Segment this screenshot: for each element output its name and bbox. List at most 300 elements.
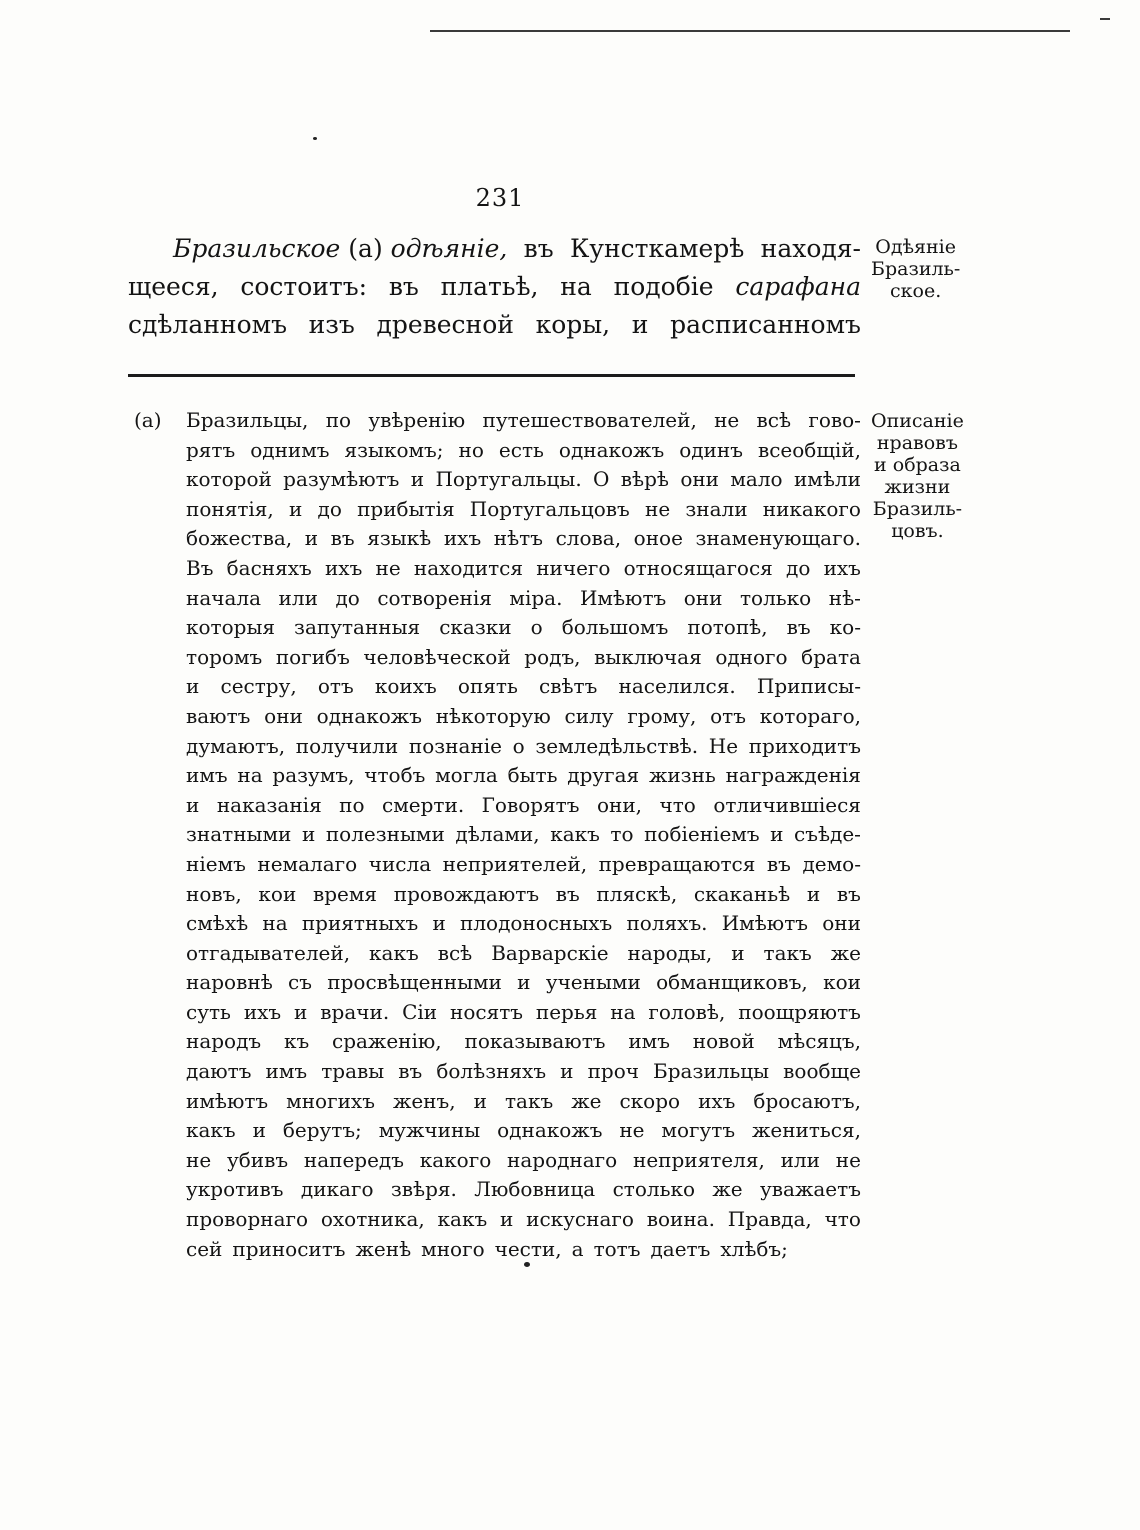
page-number: 231 [475,184,525,212]
footnote-word: кои [823,970,861,995]
footnote-word: о [530,615,543,640]
footnote-word: они, [596,792,643,817]
footnote-word: же [830,940,861,965]
footnote-word: звѣря. [390,1177,457,1202]
main-text-word: состоитъ: [240,272,368,301]
footnote-word: и [294,999,308,1024]
footnote-word: показываютъ [464,1029,606,1054]
footnote-word: до [786,555,811,580]
footnote-word: на [237,763,263,788]
footnote-word: народъ [186,1029,262,1054]
footnote-word: разумѣютъ [283,467,400,492]
footnote-word: и [499,1207,514,1232]
footnote-line [186,643,861,673]
margin-note-customs [871,410,964,542]
footnote-word: побіеніемъ [644,822,760,847]
footnote-word: грому, [627,703,697,728]
footnote-word: имъ [265,1059,308,1084]
footnote-word: ваютъ [186,703,251,728]
footnote-word: о [512,733,525,758]
ink-speck [313,137,317,140]
footnote-separator-rule [128,374,855,377]
footnote-word: запутанныя [294,615,421,640]
footnote-word: ихъ [443,526,482,551]
footnote-word: знали [685,496,748,521]
footnote-line [186,554,861,584]
footnote-word: дѣлами, [455,822,540,847]
footnote-word: и [473,1088,487,1113]
footnote-word: Правда, [727,1207,812,1232]
footnote-line [186,672,861,702]
footnote-word: и [731,940,745,965]
footnote-word: силу [564,703,614,728]
footnote-word: выключая [594,644,702,669]
footnote-word: они [822,911,861,936]
footnote-word: Португальцовъ [469,496,630,521]
footnote-word: новой [692,1029,755,1054]
footnote-word: не [714,408,740,432]
footnote-word: познаніе [408,733,502,758]
footnote-word: до [335,585,360,610]
footnote-word: просвѣщенными [327,970,502,995]
footnote-word: не [375,555,401,580]
footnote-word: однимъ [250,437,330,462]
footnote-word: до [317,496,342,521]
footnote-word: отъ [317,674,354,699]
footnote-word: Имѣютъ [721,911,808,936]
footnote-word: ихъ [324,555,363,580]
footnote-line [186,998,861,1028]
footnote-word: земледѣльствѣ. [535,733,699,758]
footnote-word: превращаются [598,851,756,876]
top-edge-tick [1100,18,1110,20]
footnote-word: немалаго [257,851,358,876]
main-text-word: сдѣланномъ [128,310,287,339]
footnote-word: поляхъ. [626,911,708,936]
main-text-word: платьѣ, [440,272,539,301]
footnote-word: демо- [802,851,861,876]
footnote-word: какъ [437,1207,488,1232]
footnote-word: къ [283,1029,310,1054]
footnote-word: гово- [808,408,861,432]
footnote-word: коихъ [374,674,437,699]
footnote-word: провождаютъ [393,881,540,906]
footnote-word: проч [587,1059,639,1084]
footnote-line [186,1087,861,1117]
footnote-word: сраженію, [332,1029,442,1054]
footnote-word: оное [633,526,683,551]
footnote-word: разумъ, [272,763,355,788]
footnote-word: не [619,1118,645,1143]
footnote-word: какъ [186,1118,236,1143]
footnote-line [186,1235,861,1265]
footnote-word: жениться, [751,1118,861,1143]
footnote-word: они [683,585,723,610]
footnote-word: языкѣ [367,526,432,551]
footnote-word: Сіи [402,999,438,1024]
footnote-word: женъ, [392,1088,456,1113]
footnote-word: воина. [646,1207,715,1232]
main-text-word [173,230,507,268]
footnote-word: есть [498,437,544,462]
footnote-word: по [339,792,365,817]
footnote-word: и [288,496,303,521]
margin-note-line: Бразиль- [871,258,961,280]
footnote-word: находится [413,555,523,580]
footnote-word: или [780,1147,820,1172]
footnote-word: знаменующаго. [695,526,861,551]
footnote-word: свѣтъ [539,674,598,699]
footnote-line [186,1146,861,1176]
footnote-word: вообще [783,1059,861,1084]
footnote-word: потопѣ, [687,615,768,640]
footnote-word: скоро [619,1088,681,1113]
footnote-word: но [458,437,484,462]
footnote-word: и [304,526,319,551]
main-text-word: коры, [535,310,611,339]
footnote-word: же [712,1177,743,1202]
footnote [134,406,861,1264]
footnote-word: народы, [627,940,713,965]
footnote-word: торомъ [186,644,263,669]
main-paragraph [128,230,861,344]
footnote-line [186,1057,861,1087]
main-text-word: сарафана [735,272,861,301]
footnote-line [186,761,861,791]
footnote-body [186,406,861,1264]
footnote-word: какого [419,1147,492,1172]
footnote-word: знатными [186,822,292,847]
main-text-word: изъ [308,310,355,339]
footnote-word: смѣхѣ [186,911,249,936]
main-text-word: подобіе [613,272,714,301]
footnote-word: рятъ [186,437,236,462]
footnote-word: начала [186,585,262,610]
footnote-word: и [186,792,200,817]
footnote-word: суть [186,999,231,1024]
footnote-word: сей [186,1236,223,1261]
footnote-word: обманщиковъ, [656,970,808,995]
footnote-word: на [262,911,288,936]
footnote-line [186,495,861,525]
footnote-word: сотворенія [377,585,492,610]
footnote-word: всѣ [756,408,792,432]
footnote-word: даетъ [650,1236,711,1261]
footnote-word: время [312,881,378,906]
footnote-word: родъ, [524,644,581,669]
footnote-word: ніемъ [186,851,246,876]
footnote-word: такъ [763,940,812,965]
footnote-word: О [593,467,610,492]
footnote-word: числа [368,851,432,876]
footnote-word: Любовница [474,1177,596,1202]
footnote-word: вѣрѣ [620,467,669,492]
footnote-word: прибытія [357,496,455,521]
footnote-line [186,702,861,732]
footnote-word: всѣ [437,940,473,965]
footnote-word: не [835,1147,861,1172]
footnote-word: что [824,1207,861,1232]
footnote-word: и [770,822,784,847]
footnote-word: чтобъ [364,763,426,788]
footnote-word: же [571,1088,602,1113]
margin-note-line: Одѣяніе [875,236,957,258]
footnote-word: плодоносныхъ [460,911,613,936]
footnote-word: какъ [550,822,600,847]
footnote-word: хлѣбъ; [720,1236,788,1261]
main-text-line [128,268,861,306]
margin-note-clothing [871,236,960,302]
margin-note-line: ское. [890,280,942,302]
footnote-word: поощряютъ [738,999,861,1024]
footnote-line [186,820,861,850]
footnote-word: отличившіеся [713,792,861,817]
footnote-word: приноситъ [232,1236,346,1261]
footnote-word: награжденія [725,763,861,788]
margin-note-line: Бразиль- [872,498,963,520]
footnote-word: смерти. [382,792,465,817]
footnote-word: что [659,792,696,817]
footnote-word: Бразильцы [653,1059,770,1084]
footnote-word: ихъ [243,999,282,1024]
footnote-word: слова, [555,526,622,551]
footnote-word: которыя [186,615,275,640]
footnote-line [186,1116,861,1146]
footnote-word: большомъ [561,615,669,640]
footnote-line [186,909,861,939]
footnote-marker: (а) [134,408,162,432]
footnote-word: не [644,496,671,521]
footnote-word: ихъ [698,1088,736,1113]
footnote-word: погибъ [275,644,350,669]
footnote-word: имѣютъ [186,1088,269,1113]
footnote-word: которой [186,467,272,492]
margin-note-line: цовъ. [891,520,944,542]
footnote-word: имъ [186,763,228,788]
footnote-word: путешествователей, [482,408,697,432]
footnote-line [186,613,861,643]
main-text-line [128,230,861,268]
footnote-word: такъ [504,1088,554,1113]
footnote-word: мужчины [378,1118,481,1143]
footnote-word: другая [567,763,640,788]
footnote-word: однакожъ [558,437,665,462]
footnote-word: травы [321,1059,385,1084]
footnote-word: отъ [710,703,746,728]
footnote-word: Приписы- [756,674,861,699]
footnote-word: приятныхъ [301,911,419,936]
footnote-word: понятія, [186,496,274,521]
footnote-word: увѣренію [368,408,466,432]
footnote-word: въ [836,881,861,906]
footnote-word: однакожъ [316,703,422,728]
footnote-line [186,880,861,910]
footnote-word: тотъ [593,1236,641,1261]
footnote-word: жизнь [648,763,716,788]
footnote-word: брата [801,644,861,669]
footnote-word: сестру, [220,674,297,699]
footnote-word: Варварскіе [491,940,609,965]
footnote-word: однакожъ [497,1118,603,1143]
footnote-word: народнаго [507,1147,618,1172]
footnote-word: столько [612,1177,696,1202]
footnote-word: всеобщій, [757,437,861,462]
footnote-word: не [186,1147,212,1172]
footnote-word: новъ, [186,881,242,906]
footnote-word: напередъ [303,1147,404,1172]
footnote-word: Не [708,733,739,758]
footnote-word: скаканьѣ [693,881,791,906]
footnote-word: приходитъ [748,733,861,758]
footnote-word: въ [555,881,580,906]
footnote-word: міра. [509,585,563,610]
footnote-word: одного [715,644,788,669]
footnote-line [186,584,861,614]
footnote-word: проворнаго [186,1207,309,1232]
footnote-word: ко- [829,615,861,640]
footnote-word: даютъ [186,1059,252,1084]
footnote-word: думаютъ, [186,733,286,758]
footnote-word: учеными [545,970,641,995]
footnote-word: Въ [186,555,214,580]
footnote-line [186,436,861,466]
footnote-word: они [264,703,303,728]
footnote-word: многихъ [286,1088,375,1113]
footnote-word: женѣ [355,1236,412,1261]
main-text-word-part: Бразильское [173,234,341,263]
footnote-word: и [301,822,316,847]
footnote-word: съ [288,970,312,995]
footnote-word: дикаго [300,1177,374,1202]
footnote-word: кои [258,881,297,906]
footnote-word: отгадывателей, [186,940,351,965]
footnote-word: нѣ- [828,585,861,610]
footnote-word: охотника, [320,1207,425,1232]
footnote-line [186,850,861,880]
footnote-line [186,524,861,554]
footnote-word: и [806,881,821,906]
footnote-word: много [421,1236,485,1261]
footnote-word: а [571,1236,584,1261]
main-text-word: расписанномъ [670,310,861,339]
footnote-word: одинъ [679,437,743,462]
footnote-word: Имѣютъ [579,585,667,610]
footnote-word: какъ [369,940,419,965]
footnote-word: нѣкоторую [435,703,551,728]
footnote-line [186,465,861,495]
footnote-word: мѣсяцъ, [777,1029,861,1054]
footnote-word: и [517,970,531,995]
footnote-word: и [186,674,200,699]
footnote-word: ничего [536,555,611,580]
footnote-word: быть [507,763,558,788]
footnote-word: полезными [325,822,445,847]
main-text-word-part: одѣяніе, [390,234,508,263]
main-text-word: древесной [376,310,514,339]
footnote-word: относящагося [623,555,773,580]
main-text-word: и [631,310,649,339]
footnote-line [186,406,861,436]
footnote-word: въ [786,615,811,640]
footnote-word: только [739,585,812,610]
margin-note-line: и образа [874,454,961,476]
footnote-word: врачи. [320,999,390,1024]
footnote-word: то [610,822,634,847]
footnote-word: или [278,585,318,610]
footnote-line [186,939,861,969]
main-text-word: на [560,272,592,301]
footnote-word: и [252,1118,266,1143]
margin-note-line: Описаніе [871,410,964,432]
main-text-word: въ [388,272,419,301]
footnote-word: неприятеля, [632,1147,765,1172]
footnote-line [186,1175,861,1205]
footnote-word: имъ [628,1029,670,1054]
footnote-word: языкомъ; [344,437,444,462]
top-edge-rule [430,30,1070,32]
footnote-word: сказки [439,615,512,640]
footnote-word: населился. [618,674,736,699]
footnote-word: укротивъ [186,1177,284,1202]
main-text-word: въ [523,234,554,263]
footnote-word: человѣческой [363,644,511,669]
footnote-word: наказанія [216,792,322,817]
footnote-word: мало [730,467,783,492]
footnote-word: по [325,408,352,432]
footnote-word: наровнѣ [186,970,273,995]
footnote-word: бросаютъ, [753,1088,861,1113]
footnote-word: имѣли [793,467,861,492]
footnote-word: головѣ, [648,999,726,1024]
footnote-word: чести, [494,1236,562,1261]
footnote-word: ихъ [823,555,861,580]
footnote-word: въ [330,526,355,551]
footnote-word: носятъ [450,999,523,1024]
footnote-word: на [610,999,636,1024]
footnote-word: получили [295,733,399,758]
footnote-word: могутъ [661,1118,736,1143]
footnote-word: неприятелей, [442,851,588,876]
footnote-word: могла [435,763,498,788]
margin-note-line: нравовъ [876,432,958,454]
footnote-word: убивъ [226,1147,289,1172]
footnote-word: никакого [762,496,861,521]
footnote-word: искуснаго [526,1207,634,1232]
footnote-line [186,1027,861,1057]
footnote-word: Бразильцы, [186,408,309,432]
footnote-word: съѣде- [794,822,861,847]
footnote-line [186,791,861,821]
footnote-line [186,968,861,998]
footnote-word: и [560,1059,574,1084]
footnote-word: котораго, [759,703,861,728]
margin-note-line: жизни [884,476,951,498]
footnote-word: Говорятъ [481,792,580,817]
footnote-word: божества, [186,526,293,551]
main-text-word-part: (а) [348,234,383,263]
footnote-word: уважаетъ [760,1177,861,1202]
footnote-line [186,732,861,762]
main-text-word: щееся, [128,272,219,301]
footnote-word: опять [457,674,518,699]
footnote-word: басняхъ [226,555,312,580]
footnote-word: Португальцы. [435,467,582,492]
main-text-word: находя- [760,234,861,263]
footnote-word: и [432,911,446,936]
footnote-word: нѣтъ [493,526,543,551]
footnote-word: перья [535,999,598,1024]
footnote-word: и [410,467,425,492]
